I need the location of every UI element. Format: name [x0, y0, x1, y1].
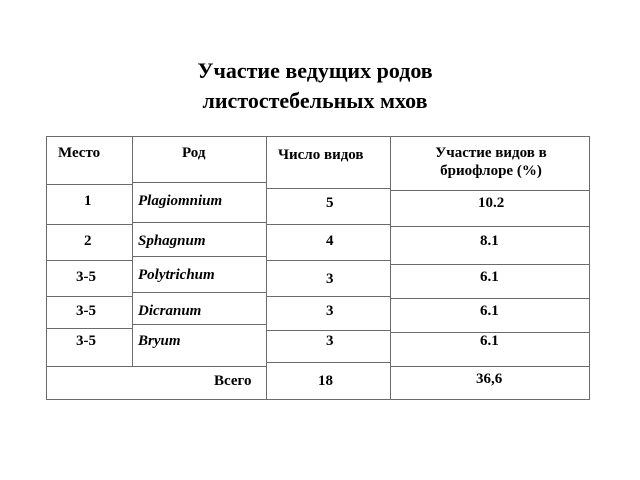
- total-percent: 36,6: [476, 371, 503, 387]
- row-divider-count-4: [266, 296, 390, 297]
- table-border-bottom: [46, 399, 590, 400]
- row-divider-percent-2: [390, 226, 590, 227]
- row-1-percent: 10.2: [478, 195, 505, 211]
- header-participation-line-2: бриофлоре (%): [440, 163, 542, 179]
- row-divider-place-4: [46, 296, 132, 297]
- row-5-count: 3: [326, 333, 334, 349]
- row-2-percent: 8.1: [480, 233, 499, 249]
- row-5-place: 3-5: [76, 333, 96, 349]
- row-2-count: 4: [326, 233, 334, 249]
- table-title-line-1: Участие ведущих родов: [197, 58, 433, 83]
- row-divider-place-3: [46, 260, 132, 261]
- row-divider-percent-3: [390, 264, 590, 265]
- row-5-genus: Bryum: [138, 333, 181, 349]
- header-participation: [396, 144, 586, 180]
- table-border-right: [589, 136, 590, 400]
- row-4-genus: Dicranum: [138, 303, 202, 319]
- table-border-left: [46, 136, 47, 400]
- row-divider-percent-6: [390, 366, 590, 367]
- data-table: [46, 136, 590, 400]
- row-divider-percent-4: [390, 298, 590, 299]
- row-divider-place-5: [46, 328, 132, 329]
- row-divider-genus-2: [132, 222, 266, 223]
- row-3-percent: 6.1: [480, 269, 499, 285]
- row-divider-place-2: [46, 224, 132, 225]
- row-2-genus: Sphagnum: [138, 233, 206, 249]
- row-4-percent: 6.1: [480, 303, 499, 319]
- header-species-count: Число видов: [278, 147, 364, 163]
- total-label: Всего: [214, 373, 252, 389]
- header-genus: Род: [182, 145, 206, 161]
- total-count: 18: [318, 373, 333, 389]
- row-1-genus: Plagiomnium: [138, 193, 223, 209]
- row-divider-count-3: [266, 260, 390, 261]
- row-divider-count-5: [266, 330, 390, 331]
- row-divider-count-1: [266, 188, 390, 189]
- row-divider-place-1: [46, 184, 132, 185]
- row-1-place: 1: [84, 193, 92, 209]
- row-divider-genus-5: [132, 324, 266, 325]
- table-title: [0, 56, 630, 116]
- row-4-count: 3: [326, 303, 334, 319]
- row-5-percent: 6.1: [480, 333, 499, 349]
- row-divider-count-2: [266, 224, 390, 225]
- row-divider-genus-1: [132, 182, 266, 183]
- row-divider-genus-4: [132, 292, 266, 293]
- table-border-top: [46, 136, 590, 137]
- col-divider-genus-count: [266, 136, 267, 400]
- row-1-count: 5: [326, 195, 334, 211]
- row-divider-count-6: [266, 362, 390, 363]
- header-participation-line-1: Участие видов в: [435, 145, 547, 161]
- col-divider-count-percent: [390, 136, 391, 400]
- row-divider-place-total: [46, 366, 266, 367]
- row-3-count: 3: [326, 271, 334, 287]
- header-place: Место: [58, 145, 101, 161]
- col-divider-place-genus: [132, 136, 133, 366]
- row-3-genus: Polytrichum: [138, 267, 215, 283]
- row-divider-percent-1: [390, 190, 590, 191]
- row-4-place: 3-5: [76, 303, 96, 319]
- row-2-place: 2: [84, 233, 92, 249]
- row-3-place: 3-5: [76, 269, 96, 285]
- table-title-line-2: листостебельных мхов: [202, 88, 428, 113]
- row-divider-genus-3: [132, 256, 266, 257]
